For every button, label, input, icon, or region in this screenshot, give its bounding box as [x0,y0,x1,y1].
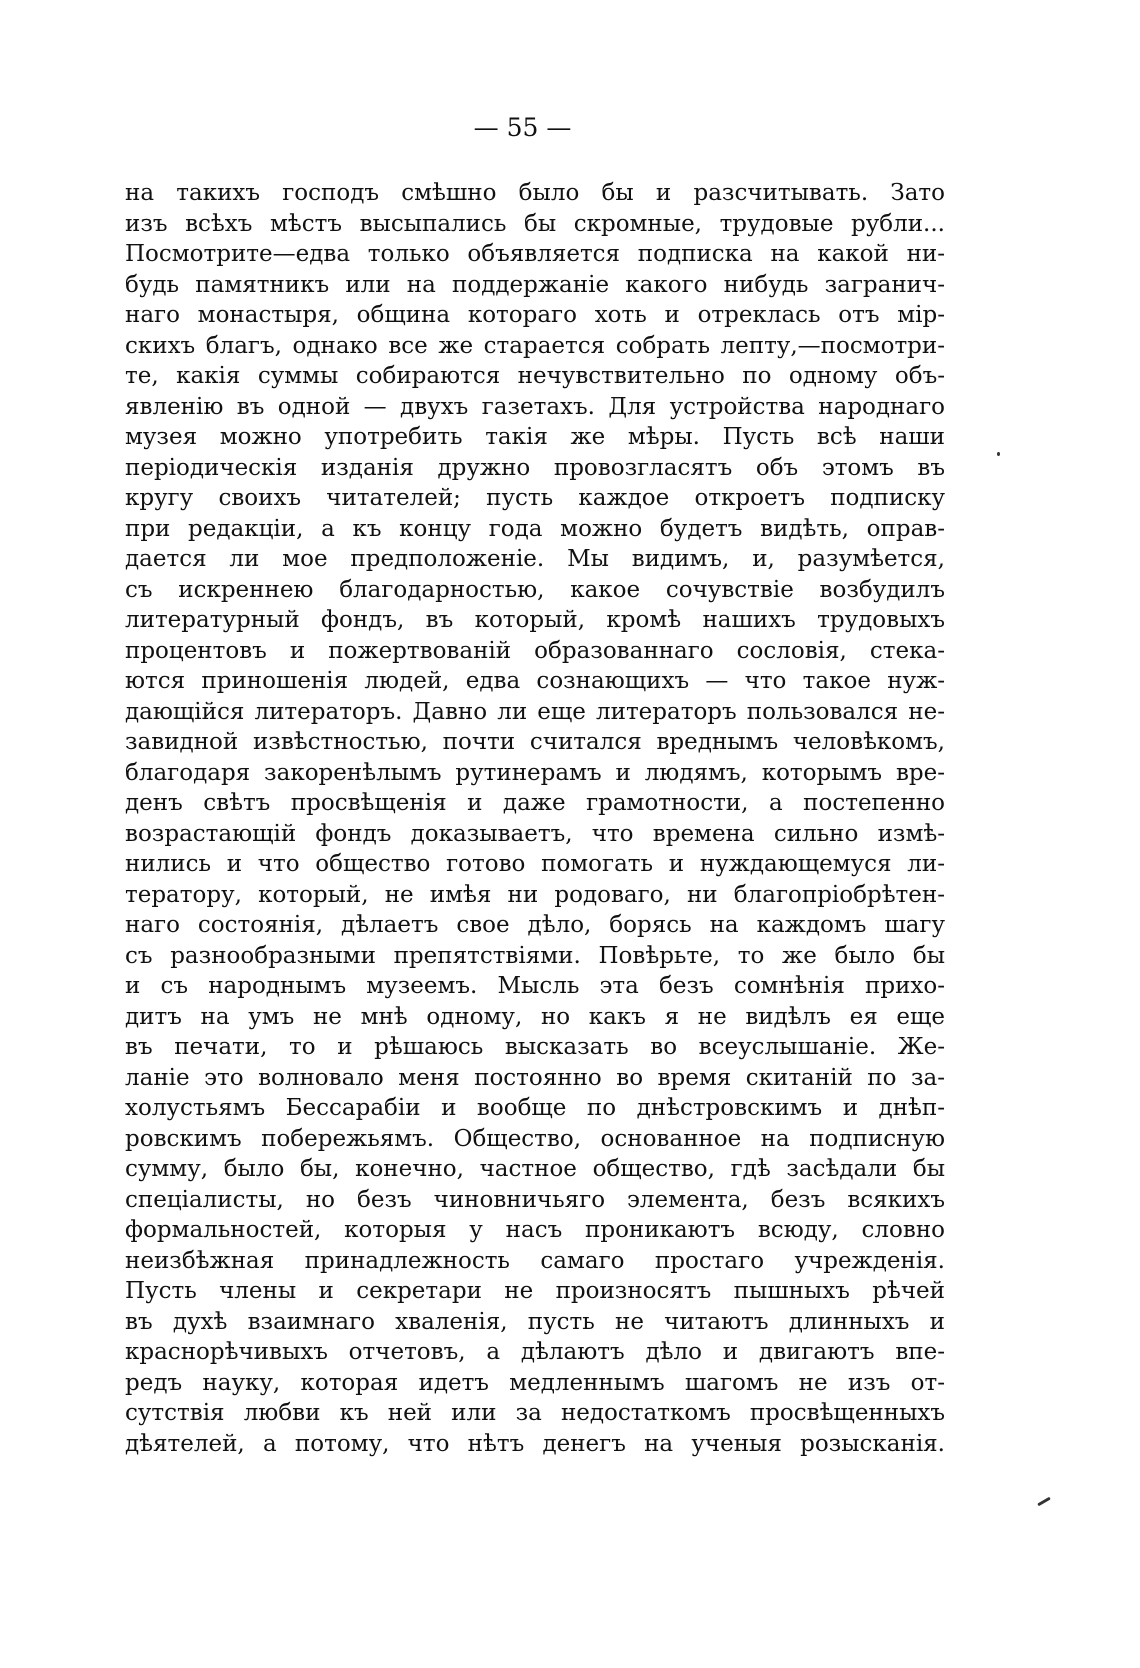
text-line: Посмотрите—едва только объявляется подписка на какой ни- [125,241,945,267]
text-line: сумму, было бы, конечно, частное общество, гдѣ засѣдали бы [125,1156,945,1182]
text-line: въ духѣ взаимнаго хваленія, пусть не читаютъ длинныхъ и [125,1308,945,1335]
text-line: въ печати, то и рѣшаюсь высказать во всеуслышаніе. Же- [125,1034,945,1060]
text-line: тератору, который, не имѣя ни родоваго, ни благопріобрѣтен- [125,881,945,908]
text-line: ются приношенія людей, едва сознающихъ — что такое нуж- [125,668,945,694]
text-line: завидной извѣстностью, почти считался вреднымъ человѣкомъ, [125,729,945,755]
text-line: дитъ на умъ не мнѣ одному, но какъ я не видѣлъ ея еще [125,1003,945,1030]
text-line: формальностей, которыя у насъ проникаютъ всюду, словно [125,1217,945,1243]
text-line: скихъ благъ, однако все же старается собрать лепту,—посмотри- [125,332,945,359]
text-line: дается ли мое предположеніе. Мы видимъ, и, разумѣется, [125,546,945,572]
text-line: ланіе это волновало меня постоянно во время скитаній по за- [125,1064,945,1091]
text-line: наго монастыря, община котораго хоть и отреклась отъ мір- [125,302,945,328]
page-number: — 55 — [473,113,572,142]
text-line: сутствія любви къ ней или за недостаткомъ просвѣщенныхъ [125,1400,945,1426]
text-line-last: дѣятелей, а потому, что нѣтъ денегъ на ученыя розысканія. [125,1430,945,1457]
text-line: благодаря закоренѣлымъ рутинерамъ и людямъ, которымъ вре- [125,759,945,786]
body-text [125,178,945,1459]
text-line: Пусть члены и секретари не произносятъ пышныхъ рѣчей [125,1278,945,1304]
text-line: съ искреннею благодарностью, какое сочувствіе возбудилъ [125,576,945,603]
text-line: те, какія суммы собираются нечувствительно по одному объ- [125,363,945,389]
text-line: кругу своихъ читателей; пусть каждое откроетъ подписку [125,485,945,511]
text-line: будь памятникъ или на поддержаніе какого нибудь загранич- [125,271,945,298]
text-line: возрастающій фондъ доказываетъ, что времена сильно измѣ- [125,820,945,847]
ink-speck [997,452,1000,456]
text-line: ровскимъ побережьямъ. Общество, основанное на подписную [125,1125,945,1152]
text-line: неизбѣжная принадлежность самаго простаго учрежденія. [125,1247,945,1274]
text-line: нились и что общество готово помогать и нуждающемуся ли- [125,851,945,877]
text-line: музея можно употребить такія же мѣры. Пусть всѣ наши [125,424,945,450]
text-line: редъ науку, которая идетъ медленнымъ шагомъ не изъ от- [125,1369,945,1396]
text-line: и съ народнымъ музеемъ. Мысль эта безъ сомнѣнія прихо- [125,973,945,999]
ink-speck [1037,1497,1051,1507]
text-line: краснорѣчивыхъ отчетовъ, а дѣлаютъ дѣло и двигаютъ впе- [125,1339,945,1365]
text-line: съ разнообразными препятствіями. Повѣрьте, то же было бы [125,942,945,969]
text-line: періодическія изданія дружно провозгласятъ объ этомъ въ [125,454,945,481]
text-line: денъ свѣтъ просвѣщенія и даже грамотности, а постепенно [125,790,945,816]
text-line: процентовъ и пожертвованій образованнаго сословія, стека- [125,637,945,664]
text-line: явленію въ одной — двухъ газетахъ. Для устройства народнаго [125,393,945,420]
text-line: спеціалисты, но безъ чиновничьяго элемента, безъ всякихъ [125,1186,945,1213]
text-line: дающійся литераторъ. Давно ли еще литераторъ пользовался не- [125,698,945,725]
text-line: наго состоянія, дѣлаетъ свое дѣло, борясь на каждомъ шагу [125,912,945,938]
text-line: при редакціи, а къ концу года можно будетъ видѣть, оправ- [125,515,945,542]
text-line: изъ всѣхъ мѣстъ высыпались бы скромные, трудовые рубли... [125,210,945,237]
text-line: холустьямъ Бессарабіи и вообще по днѣстровскимъ и днѣп- [125,1095,945,1121]
text-line: на такихъ господъ смѣшно было бы и разсчитывать. Зато [125,180,945,206]
text-line: литературный фондъ, въ который, кромѣ нашихъ трудовыхъ [125,607,945,633]
